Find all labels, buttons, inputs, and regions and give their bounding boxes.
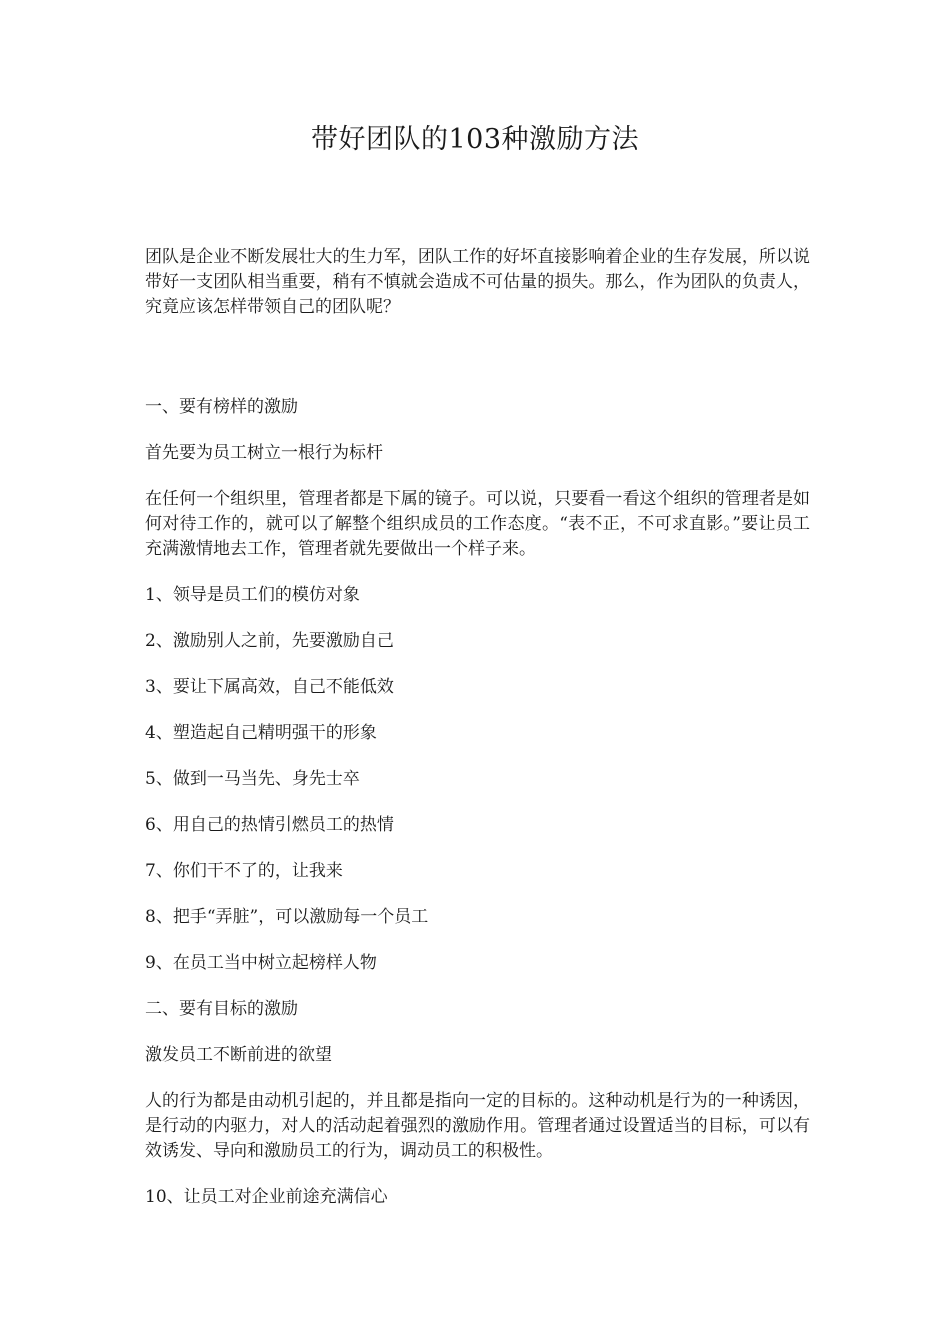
document-body xyxy=(145,245,810,1231)
section-paragraph: 在任何一个组织里，管理者都是下属的镜子。可以说，只要看一看这个组织的管理者是如何对待工作的，就可以了解整个组织成员的工作态度。“表不正，不可求直影。”要让员工充满激情地去工作，管理者就先要做出一个样子来。 xyxy=(145,489,810,559)
section-subheading: 首先要为员工树立一根行为标杆 xyxy=(145,443,383,463)
intro-paragraph: 团队是企业不断发展壮大的生力军，团队工作的好坏直接影响着企业的生存发展，所以说带好一支团队相当重要，稍有不慎就会造成不可估量的损失。那么，作为团队的负责人，究竟应该怎样带领自己的团队呢？ xyxy=(145,247,810,317)
list-item: 7、你们干不了的，让我来 xyxy=(145,861,343,881)
section-heading: 二、要有目标的激励 xyxy=(145,999,298,1019)
section-heading: 一、要有榜样的激励 xyxy=(145,397,298,417)
list-item: 3、要让下属高效，自己不能低效 xyxy=(145,677,394,697)
list-item: 1、领导是员工们的模仿对象 xyxy=(145,585,360,605)
list-item: 5、做到一马当先、身先士卒 xyxy=(145,769,360,789)
list-item: 6、用自己的热情引燃员工的热情 xyxy=(145,815,394,835)
section-paragraph: 人的行为都是由动机引起的，并且都是指向一定的目标的。这种动机是行为的一种诱因，是行动的内驱力，对人的活动起着强烈的激励作用。管理者通过设置适当的目标，可以有效诱发、导向和激励员工的行为，调动员工的积极性。 xyxy=(145,1091,810,1161)
list-item: 4、塑造起自己精明强干的形象 xyxy=(145,723,377,743)
list-item: 2、激励别人之前，先要激励自己 xyxy=(145,631,394,651)
list-item: 8、把手“弄脏”，可以激励每一个员工 xyxy=(145,907,429,927)
document-title: 带好团队的103种激励方法 xyxy=(310,124,640,155)
list-item: 10、让员工对企业前途充满信心 xyxy=(145,1187,388,1207)
section-subheading: 激发员工不断前进的欲望 xyxy=(145,1045,332,1065)
list-item: 9、在员工当中树立起榜样人物 xyxy=(145,953,377,973)
